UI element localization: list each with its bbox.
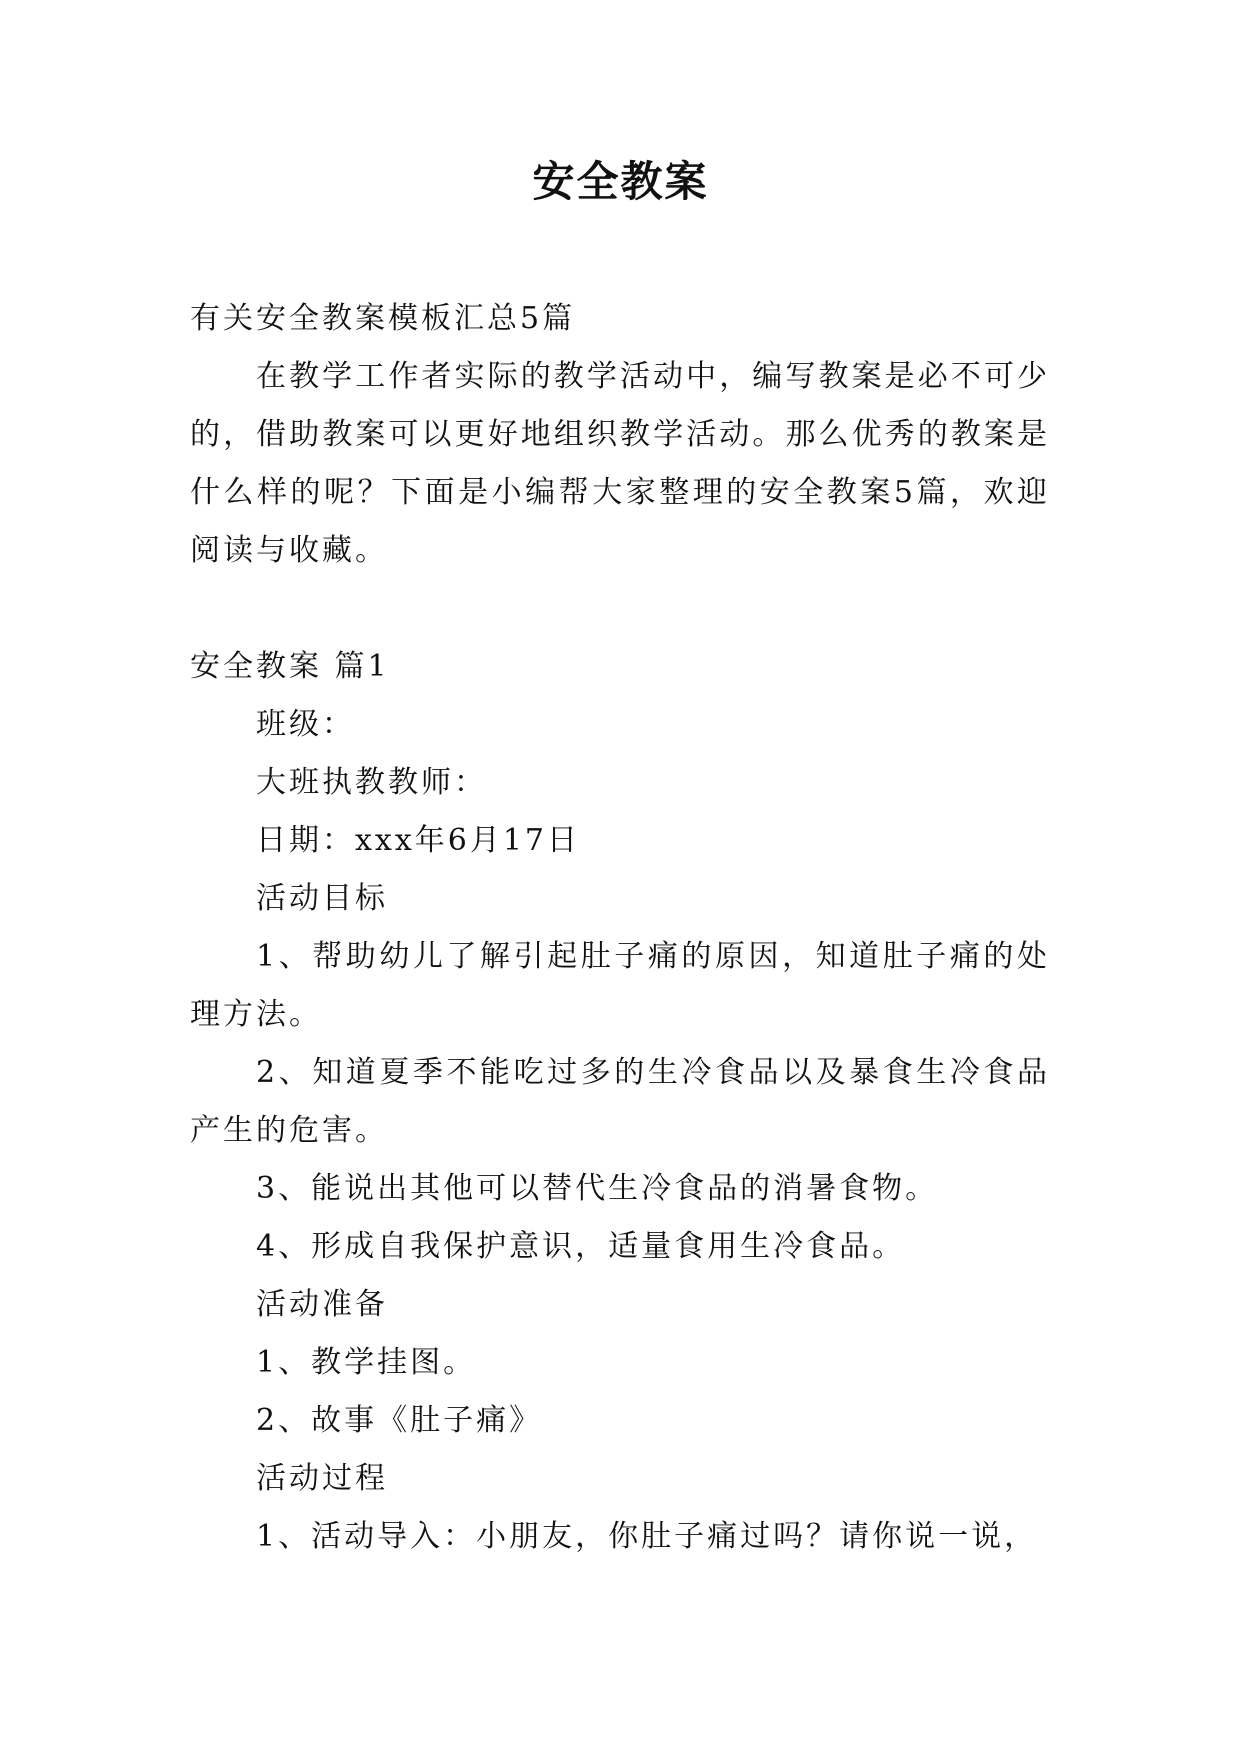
prep-item: 2、故事《肚子痛》 (256, 1403, 543, 1438)
document-body (190, 290, 1050, 1566)
prep-item: 1、教学挂图。 (256, 1345, 477, 1380)
date-line: 日期：xxx年6月17日 (256, 823, 581, 858)
intro-paragraph: 在教学工作者实际的教学活动中，编写教案是必不可少的，借助教案可以更好地组织教学活动。那么优秀的教案是什么样的呢？下面是小编帮大家整理的安全教案5篇，欢迎阅读与收藏。 (190, 359, 1050, 568)
section-heading: 安全教案 篇1 (190, 649, 390, 684)
process-item: 1、活动导入：小朋友，你肚子痛过吗？请你说一说， (256, 1519, 1038, 1554)
goal-item: 4、形成自我保护意识，适量食用生冷食品。 (256, 1229, 906, 1264)
prep-heading: 活动准备 (256, 1287, 388, 1322)
document-title: 安全教案 (532, 157, 709, 206)
teacher-label: 大班执教教师： (256, 765, 487, 800)
goal-item: 3、能说出其他可以替代生冷食品的消暑食物。 (256, 1171, 939, 1206)
goal-item: 1、帮助幼儿了解引起肚子痛的原因，知道肚子痛的处理方法。 (190, 939, 1050, 1032)
goals-heading: 活动目标 (256, 881, 388, 916)
process-heading: 活动过程 (256, 1461, 388, 1496)
document-subtitle: 有关安全教案模板汇总5篇 (190, 301, 576, 336)
class-label: 班级： (256, 707, 355, 742)
goal-item: 2、知道夏季不能吃过多的生冷食品以及暴食生冷食品产生的危害。 (190, 1055, 1050, 1148)
